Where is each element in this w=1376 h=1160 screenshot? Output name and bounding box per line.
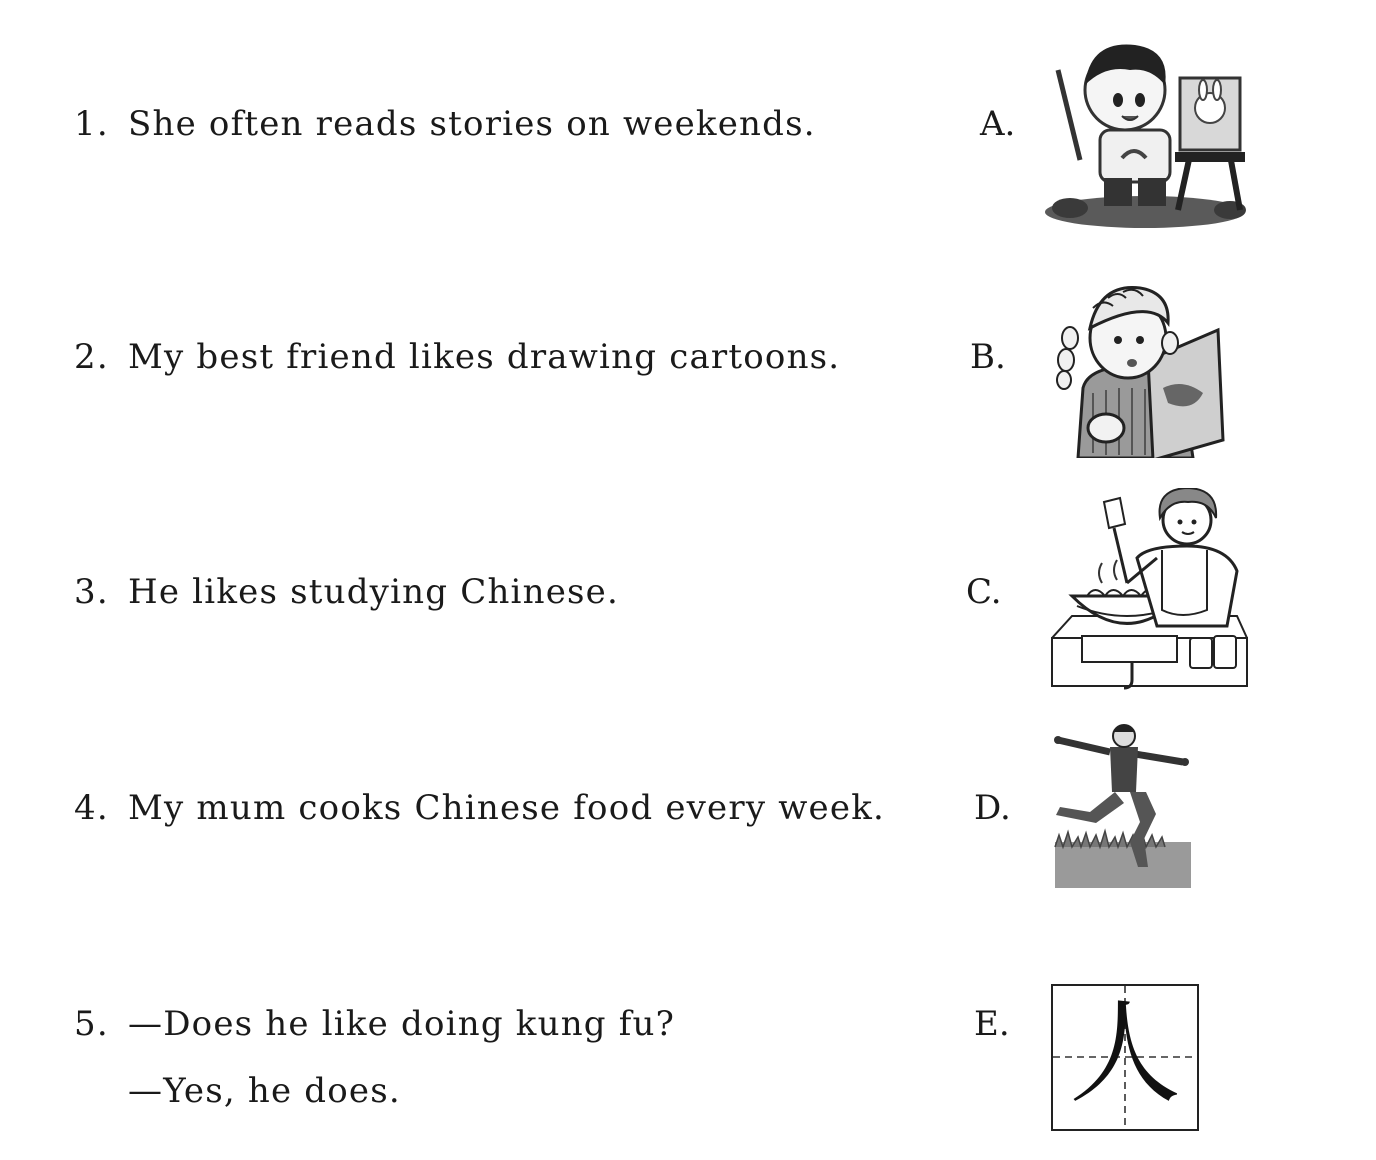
option-letter-d: D. — [974, 788, 1011, 828]
sentence-number: 2. — [74, 337, 109, 377]
picture-woman-cooking — [1042, 488, 1257, 693]
sentence-3 — [74, 572, 619, 612]
picture-character-grid — [1051, 984, 1199, 1131]
sentence-4 — [74, 788, 885, 828]
option-letter-a: A. — [980, 104, 1016, 144]
option-letter-e: E. — [974, 1004, 1010, 1044]
sentence-2 — [74, 337, 840, 377]
sentence-number: 5. — [74, 1004, 109, 1044]
picture-man-kung-fu — [1050, 722, 1195, 892]
picture-girl-reading — [1048, 268, 1233, 458]
sentence-5-reply: —Yes, he does. — [128, 1071, 401, 1111]
sentence-text: My mum cooks Chinese food every week. — [128, 788, 886, 828]
sentence-1 — [74, 104, 816, 144]
sentence-number: 3. — [74, 572, 109, 612]
sentence-number: 4. — [74, 788, 109, 828]
option-letter-b: B. — [970, 337, 1006, 377]
sentence-text: She often reads stories on weekends. — [128, 104, 816, 144]
sentence-text: He likes studying Chinese. — [128, 572, 620, 612]
sentence-text: My best friend likes drawing cartoons. — [128, 337, 841, 377]
option-letter-c: C. — [966, 572, 1002, 612]
sentence-number: 1. — [74, 104, 109, 144]
grid-character: 人 — [1069, 989, 1181, 1119]
sentence-5 — [74, 1004, 675, 1044]
sentence-text: —Does he like doing kung fu? — [128, 1004, 676, 1044]
picture-boy-painting — [1040, 30, 1255, 230]
